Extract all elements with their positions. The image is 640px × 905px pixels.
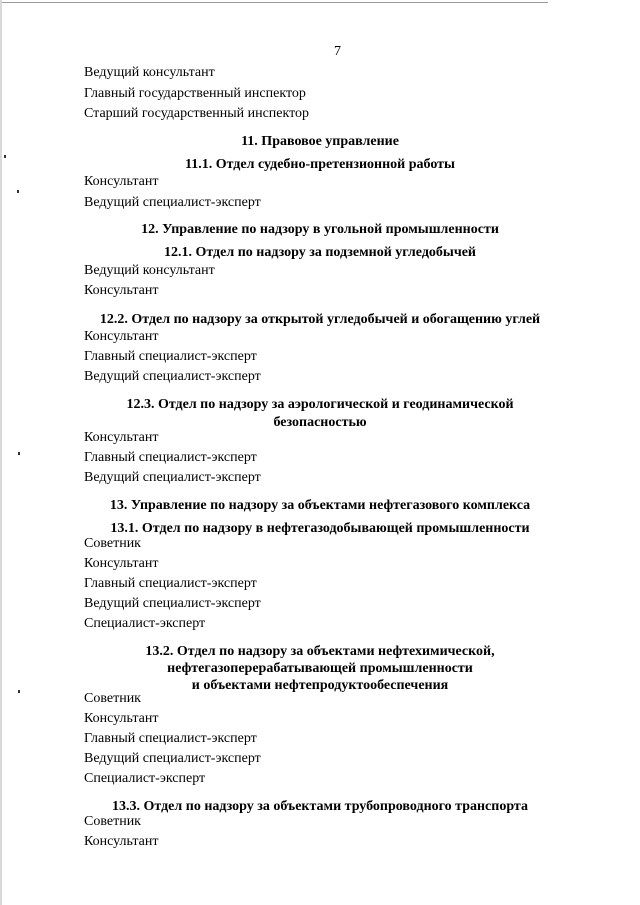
- position-line: Советник: [84, 536, 141, 551]
- scan-speck: [18, 452, 20, 455]
- position-line: Консультант: [84, 711, 159, 726]
- position-line: Специалист-эксперт: [84, 771, 206, 786]
- position-line: Ведущий специалист-эксперт: [84, 195, 261, 210]
- position-line: Консультант: [84, 174, 159, 189]
- section-heading: нефтегазоперерабатывающей промышленности: [167, 661, 473, 676]
- section-heading: 12.2. Отдел по надзору за открытой угледобычей и обогащению углей: [99, 312, 541, 327]
- position-line: Старший государственный инспектор: [84, 106, 310, 121]
- position-line: Ведущий специалист-эксперт: [84, 596, 261, 611]
- section-heading: 13.3. Отдел по надзору за объектами трубопроводного транспорта: [112, 799, 528, 814]
- section-heading: 11.1. Отдел судебно-претензионной работы: [185, 157, 455, 172]
- section-heading: безопасностью: [273, 415, 367, 430]
- position-line: Консультант: [84, 556, 159, 571]
- position-line: Ведущий специалист-эксперт: [84, 470, 261, 485]
- position-line: Главный специалист-эксперт: [84, 450, 257, 465]
- position-line: Главный специалист-эксперт: [84, 349, 257, 364]
- section-heading: 12. Управление по надзору в угольной промышленности: [141, 222, 499, 237]
- position-line: Советник: [84, 691, 141, 706]
- section-heading: 12.1. Отдел по надзору за подземной угледобычей: [163, 245, 477, 260]
- position-line: Консультант: [84, 834, 159, 849]
- section-heading: и объектами нефтепродуктообеспечения: [191, 678, 449, 693]
- page-number: 7: [334, 44, 341, 59]
- position-line: Ведущий специалист-эксперт: [84, 751, 261, 766]
- scan-speck: [17, 190, 19, 193]
- position-line: Консультант: [84, 283, 159, 298]
- section-heading: 13. Управление по надзору за объектами нефтегазового комплекса: [109, 498, 531, 513]
- position-line: Консультант: [84, 430, 159, 445]
- position-line: Главный специалист-эксперт: [84, 731, 257, 746]
- position-line: Ведущий консультант: [84, 65, 215, 80]
- position-line: Главный специалист-эксперт: [84, 576, 257, 591]
- position-line: Главный государственный инспектор: [84, 86, 306, 101]
- position-line: Ведущий консультант: [84, 263, 215, 278]
- position-line: Специалист-эксперт: [84, 616, 206, 631]
- section-heading: 13.2. Отдел по надзору за объектами нефтехимической,: [145, 644, 495, 659]
- section-heading: 12.3. Отдел по надзору за аэрологической и геодинамической: [126, 397, 514, 412]
- top-rule: [0, 2, 548, 3]
- section-heading: 13.1. Отдел по надзору в нефтегазодобывающей промышленности: [110, 521, 530, 536]
- section-heading: 11. Правовое управление: [241, 134, 399, 149]
- position-line: Консультант: [84, 329, 159, 344]
- position-line: Советник: [84, 814, 141, 829]
- position-line: Ведущий специалист-эксперт: [84, 369, 261, 384]
